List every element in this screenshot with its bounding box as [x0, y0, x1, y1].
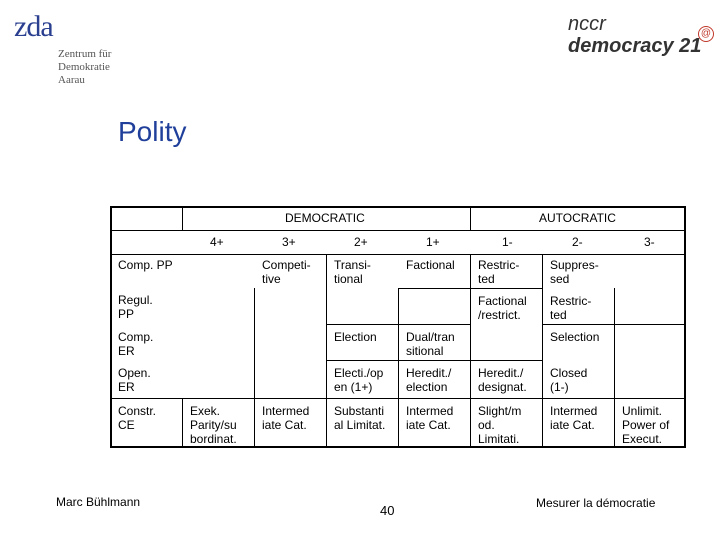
cell-constr-ce-slight: Slight/m od. Limitati.: [478, 404, 522, 446]
cell-comp-pp-restricted: Restric- ted: [478, 258, 520, 286]
page-number: 40: [380, 503, 395, 518]
rule-scale: [110, 254, 686, 255]
cell-constr-ce-intermed-2: Intermed iate Cat.: [406, 404, 454, 432]
nccr-line: nccr: [568, 13, 606, 35]
scale-3minus: 3-: [644, 235, 655, 249]
scale-3plus: 3+: [282, 235, 296, 249]
zda-line-2: Demokratie: [58, 61, 110, 73]
cell-comp-er-election: Election: [334, 330, 377, 344]
rule-header: [110, 230, 686, 231]
row-label-comp-er: Comp. ER: [118, 330, 154, 358]
row-label-open-er: Open. ER: [118, 366, 151, 394]
col-rule-6: [470, 254, 471, 448]
row-label-comp-pp: Comp. PP: [118, 258, 173, 272]
header-democratic: DEMOCRATIC: [285, 211, 365, 225]
zda-line-1: Zentrum für: [58, 48, 112, 60]
scale-1minus: 1-: [502, 235, 513, 249]
row-label-regul-pp: Regul. PP: [118, 293, 153, 321]
col-rule-label: [182, 398, 183, 448]
scale-4plus: 4+: [210, 235, 224, 249]
polity-table: [110, 206, 686, 448]
footer-topic: Mesurer la démocratie: [536, 496, 656, 510]
zda-logo: [14, 10, 144, 86]
cell-comp-pp-suppressed: Suppres- sed: [550, 258, 599, 286]
cell-comp-pp-competitive: Competi- tive: [262, 258, 311, 286]
cell-comp-er-selection: Selection: [550, 330, 600, 344]
cell-open-er-closed: Closed (1-): [550, 366, 588, 394]
cell-comp-pp-transitional: Transi- tional: [334, 258, 371, 286]
col-rule-4: [326, 254, 327, 448]
nccr-logo: [568, 14, 718, 64]
col-rule-7: [542, 254, 543, 448]
zda-line-3: Aarau: [58, 74, 85, 86]
cell-constr-ce-intermed-1: Intermed iate Cat.: [262, 404, 310, 432]
footer-author: Marc Bühlmann: [56, 495, 141, 509]
cell-constr-ce-exek: Exek. Parity/su bordinat.: [190, 404, 237, 446]
cell-regul-pp-restricted: Restric- ted: [550, 294, 592, 322]
cell-open-er-heredit-election: Heredit./ election: [406, 366, 452, 394]
cell-open-er-heredit-designat: Heredit./ designat.: [478, 366, 527, 394]
col-rule-5: [398, 288, 399, 448]
col-rule-8: [614, 288, 615, 448]
col-rule-3: [254, 288, 255, 448]
cell-constr-ce-unlimited: Unlimit. Power of Execut.: [622, 404, 670, 446]
cell-comp-pp-factional: Factional: [406, 258, 455, 272]
zda-mark: zda: [14, 10, 53, 43]
cell-open-er-election: Electi./op en (1+): [334, 366, 384, 394]
col-rule-dem-aut: [470, 206, 471, 230]
header-autocratic: AUTOCRATIC: [539, 211, 616, 225]
zda-subtitle: [58, 48, 111, 87]
at-icon: @: [698, 26, 714, 42]
cell-constr-ce-intermed-3: Intermed iate Cat.: [550, 404, 598, 432]
cell-constr-ce-substantial: Substanti al Limitat.: [334, 404, 386, 432]
rule-row3: [326, 360, 398, 361]
cell-comp-er-dual: Dual/tran sitional: [406, 330, 455, 358]
democracy21-line: democracy 21: [568, 35, 702, 57]
scale-1plus: 1+: [426, 235, 440, 249]
cell-regul-pp-factional: Factional /restrict.: [478, 294, 527, 322]
scale-2minus: 2-: [572, 235, 583, 249]
scale-2plus: 2+: [354, 235, 368, 249]
col-rule-1: [182, 206, 183, 230]
row-label-constr-ce: Constr. CE: [118, 404, 157, 432]
page-title: Polity: [118, 116, 187, 147]
